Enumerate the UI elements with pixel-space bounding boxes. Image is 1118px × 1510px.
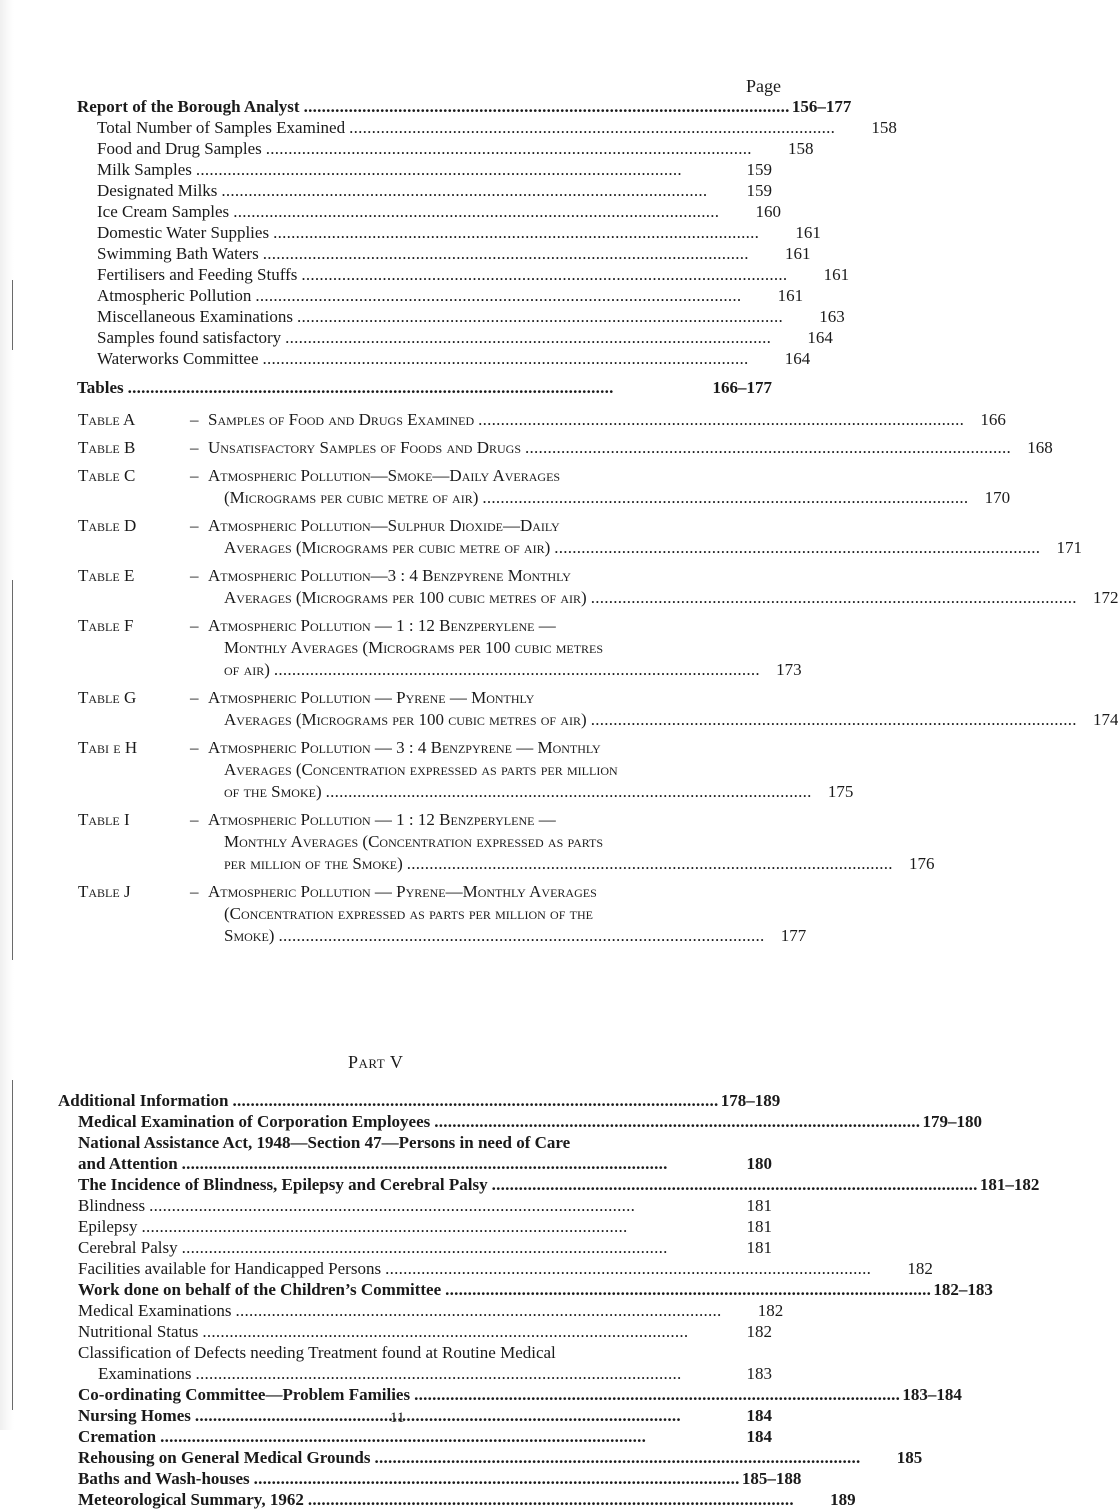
leader-dots [160, 1426, 708, 1447]
leader-dots [149, 1195, 708, 1216]
table-description-line [208, 809, 935, 831]
table-description-text: Atmospheric Pollution — 1 : 12 Benzperylene — [208, 616, 556, 635]
leader-dots [285, 327, 769, 348]
table-description-line [208, 881, 806, 903]
table-description-text: Monthly Averages (Micrograms per 100 cubic metres [224, 638, 604, 657]
toc-entry-label: Cerebral Palsy [78, 1238, 178, 1257]
toc-entry-page: 184 [746, 1406, 772, 1425]
table-label: Table E [78, 566, 135, 585]
table-description-line [208, 925, 806, 947]
table-page: 172 [1092, 588, 1118, 607]
table-label: Tabi e H [78, 738, 138, 757]
table-dash: – [190, 466, 199, 485]
toc-entry-label: Ice Cream Samples [97, 202, 230, 221]
toc-entry-label: Classification of Defects needing Treatment found at Routine Medical [78, 1343, 556, 1362]
toc-entry-label: Blindness [78, 1196, 146, 1215]
table-description-text: Samples of Food and Drugs Examined [208, 410, 475, 429]
toc-row [0, 1321, 800, 1342]
analyst-title: Report of the Borough Analyst [77, 97, 300, 116]
toc-entry-page: 179–180 [922, 1112, 983, 1131]
table-description-line [208, 831, 935, 853]
leader-dots [182, 1153, 708, 1174]
table-page: 166 [980, 410, 1006, 429]
toc-entry-page: 163 [819, 307, 845, 326]
toc-entry-page: 161 [823, 265, 850, 284]
table-dash: – [190, 566, 199, 585]
toc-entry-label: Swimming Bath Waters [97, 244, 259, 263]
table-description [208, 465, 1010, 509]
table-description-line [208, 615, 802, 637]
leader-dots [128, 377, 708, 398]
toc-entry-page: 182 [746, 1322, 772, 1341]
leader-dots [482, 487, 966, 509]
toc-row [0, 1090, 800, 1111]
leader-dots [478, 409, 962, 431]
toc-row [0, 1426, 800, 1447]
leader-dots [414, 1384, 898, 1405]
toc-entry-label: Total Number of Samples Examined [97, 118, 346, 137]
table-description-text: Atmospheric Pollution—Sulphur Dioxide—Daily [208, 516, 560, 535]
leader-dots [407, 853, 891, 875]
analyst-title-pages: 156–177 [791, 97, 852, 116]
leader-dots [297, 306, 781, 327]
tables-title: Tables [77, 378, 124, 397]
toc-row [0, 138, 814, 159]
leader-dots [263, 348, 747, 369]
table-description [208, 737, 853, 803]
toc-entry-label: Co-ordinating Committee—Problem Families [78, 1385, 411, 1404]
toc-row [0, 1237, 800, 1258]
leader-dots [326, 781, 810, 803]
toc-row [0, 1489, 856, 1510]
toc-row [0, 1384, 962, 1405]
table-page: 175 [827, 782, 854, 801]
toc-entry-page: 181 [746, 1217, 772, 1236]
table-label: Table C [78, 466, 136, 485]
toc-entry-page: 189 [830, 1490, 856, 1509]
toc-entry-label: Epilepsy [78, 1217, 138, 1236]
leader-dots [304, 96, 788, 117]
toc-entry-label: Milk Samples [97, 160, 192, 179]
leader-dots [273, 222, 757, 243]
toc-entry-label: Medical Examination of Corporation Employees [78, 1112, 431, 1131]
toc-entry-page: 182 [757, 1301, 784, 1320]
table-dash: – [190, 516, 199, 535]
toc-entry-label: Fertilisers and Feeding Stuffs [97, 265, 298, 284]
leader-dots [202, 1321, 708, 1342]
table-description-text: Unsatisfactory Samples of Foods and Drugs [208, 438, 521, 457]
table-entry [78, 687, 1118, 731]
toc-entry-page: 158 [871, 118, 897, 137]
toc-entry-label: The Incidence of Blindness, Epilepsy and Cerebral Palsy [78, 1175, 488, 1194]
table-entry [78, 737, 854, 803]
toc-entry-page: 161 [784, 244, 811, 263]
table-description [208, 881, 806, 947]
toc-row [0, 222, 821, 243]
toc-entry-label: Samples found satisfactory [97, 328, 282, 347]
toc-row [0, 1195, 800, 1216]
table-description [208, 409, 1006, 431]
leader-dots [233, 1090, 717, 1111]
toc-entry-label: Facilities available for Handicapped Persons [78, 1259, 382, 1278]
toc-entry-label: National Assistance Act, 1948—Section 47—Persons in need of Care [78, 1133, 571, 1152]
toc-row [0, 159, 800, 180]
leader-dots [554, 537, 1038, 559]
table-description-text: per million of the Smoke) [224, 854, 403, 873]
table-description-line [208, 587, 1118, 609]
toc-entry-page: 182–183 [933, 1280, 993, 1299]
table-description-text: Atmospheric Pollution—Smoke—Daily Averages [208, 466, 561, 485]
leader-dots [255, 285, 739, 306]
table-description-text: Averages (Micrograms per 100 cubic metres of air) [224, 710, 587, 729]
toc-entry-page: 161 [777, 286, 804, 305]
part-heading: Part V [348, 1052, 404, 1072]
toc-entry-page: 184 [746, 1427, 772, 1446]
toc-entry-page: 164 [784, 349, 811, 368]
toc-row [0, 264, 850, 285]
toc-entry-label: Cremation [78, 1427, 157, 1446]
toc-entry-label: Waterworks Committee [97, 349, 259, 368]
table-dash: – [190, 738, 199, 757]
toc-row [0, 348, 811, 369]
table-description-line [208, 565, 1118, 587]
toc-entry-label: and Attention [78, 1154, 178, 1173]
toc-row [0, 1342, 800, 1363]
toc-entry-label: Baths and Wash-houses [78, 1469, 250, 1488]
table-page: 176 [909, 854, 935, 873]
table-description-line [208, 737, 853, 759]
toc-entry-page: 164 [807, 328, 833, 347]
toc-entry-page: 158 [788, 139, 814, 158]
table-description-line [208, 659, 802, 681]
table-label: Table F [78, 616, 134, 635]
toc-entry-page: 182 [907, 1259, 933, 1278]
tables-heading-block [0, 377, 800, 398]
toc-row [0, 1132, 800, 1153]
leader-dots [434, 1111, 918, 1132]
table-entry [78, 565, 1118, 609]
toc-entry-label: Rehousing on General Medical Grounds [78, 1448, 371, 1467]
table-description-text: Averages (Micrograms per 100 cubic metres of air) [224, 588, 587, 607]
leader-dots [235, 1300, 719, 1321]
table-entry [78, 437, 1053, 459]
table-description-text: (Concentration expressed as parts per million of the [224, 904, 593, 923]
toc-entry-page: 180 [746, 1154, 772, 1173]
toc-row [0, 1258, 933, 1279]
table-page: 171 [1056, 538, 1083, 557]
table-entry [78, 515, 1083, 559]
leader-dots [195, 1405, 708, 1426]
analyst-items [0, 117, 897, 369]
table-description-line [208, 637, 802, 659]
toc-entry-label: Medical Examinations [78, 1301, 232, 1320]
toc-entry-page: 161 [795, 223, 821, 242]
leader-dots [525, 437, 1009, 459]
table-page: 173 [776, 660, 802, 679]
toc-entry-page: 181 [746, 1196, 772, 1215]
leader-dots [196, 159, 708, 180]
table-label: Table G [78, 688, 137, 707]
table-description-line [208, 853, 935, 875]
table-entry [78, 881, 807, 947]
toc-entry-page: 183–184 [902, 1385, 962, 1404]
leader-dots [591, 709, 1075, 731]
toc-row [0, 1216, 800, 1237]
table-description-text: Atmospheric Pollution — 1 : 12 Benzperylene — [208, 810, 556, 829]
toc-entry-label: Examinations [98, 1364, 192, 1383]
table-label: Table J [78, 882, 131, 901]
leader-dots [278, 925, 762, 947]
table-label: Table A [78, 410, 136, 429]
toc-row [0, 243, 811, 264]
leader-dots [221, 180, 708, 201]
toc-row [0, 1300, 800, 1321]
table-description [208, 437, 1053, 459]
analyst-section [0, 96, 897, 369]
leader-dots [492, 1174, 976, 1195]
toc-entry-page: 183 [746, 1364, 772, 1383]
table-description-line [208, 709, 1118, 731]
table-description [208, 615, 802, 681]
table-description-line [208, 537, 1082, 559]
toc-row [0, 1447, 923, 1468]
toc-row [0, 180, 800, 201]
table-dash: – [190, 438, 199, 457]
toc-entry-label: Domestic Water Supplies [97, 223, 270, 242]
table-dash: – [190, 410, 199, 429]
toc-entry-page: 181 [746, 1238, 772, 1257]
table-description [208, 565, 1118, 609]
table-description-line [208, 437, 1053, 459]
toc-entry-label: Miscellaneous Examinations [97, 307, 293, 326]
table-label: Table I [78, 810, 130, 829]
toc-row [0, 285, 804, 306]
table-label: Table B [78, 438, 136, 457]
toc-entry-label: Additional Information [58, 1091, 229, 1110]
toc-entry-page: 159 [746, 160, 772, 179]
table-description-line [208, 487, 1010, 509]
toc-row [0, 1111, 983, 1132]
tables-title-pages: 166–177 [712, 378, 772, 397]
table-description-text: Atmospheric Pollution — Pyrene — Monthly [208, 688, 535, 707]
toc-row [0, 201, 800, 222]
table-page: 168 [1027, 438, 1053, 457]
table-description-line [208, 687, 1118, 709]
leader-dots [445, 1279, 929, 1300]
table-description-text: of air) [224, 660, 270, 679]
toc-row [0, 306, 845, 327]
toc-entry-page: 178–189 [720, 1091, 781, 1110]
table-page: 170 [984, 488, 1011, 507]
toc-row [0, 1174, 1040, 1195]
table-description [208, 687, 1118, 731]
table-description-text: Averages (Micrograms per cubic metre of air) [224, 538, 551, 557]
table-page: 177 [780, 926, 807, 945]
leader-dots [233, 201, 717, 222]
table-description [208, 515, 1082, 559]
toc-row [0, 1468, 800, 1489]
toc-row [0, 1153, 800, 1174]
toc-entry-label: Meteorological Summary, 1962 [78, 1490, 304, 1509]
table-description-line [208, 515, 1082, 537]
leader-dots [266, 138, 750, 159]
table-entry [78, 809, 935, 875]
additional-section [0, 1090, 1040, 1510]
toc-entry-label: Work done on behalf of the Children’s Committee [78, 1280, 442, 1299]
toc-entry-page: 185–188 [741, 1469, 802, 1488]
toc-entry-label: Designated Milks [97, 181, 218, 200]
toc-entry-label: Food and Drug Samples [97, 139, 262, 158]
table-dash: – [190, 810, 199, 829]
leader-dots [308, 1489, 792, 1510]
table-dash: – [190, 616, 199, 635]
toc-row [0, 117, 897, 138]
table-description-text: Smoke) [224, 926, 275, 945]
toc-entry-page: 160 [755, 202, 781, 221]
leader-dots [375, 1447, 859, 1468]
table-description-text: (Micrograms per cubic metre of air) [224, 488, 479, 507]
table-description-line [208, 759, 853, 781]
table-dash: – [190, 882, 199, 901]
table-description-line [208, 409, 1006, 431]
table-description-text: Atmospheric Pollution — Pyrene—Monthly Averages [208, 882, 597, 901]
table-description-text: Atmospheric Pollution—3 : 4 Benzpyrene Monthly [208, 566, 571, 585]
toc-entry-page: 185 [896, 1448, 923, 1467]
table-description-text: Averages (Concentration expressed as parts per million [224, 760, 618, 779]
toc-entry-label: Nursing Homes [78, 1406, 191, 1425]
page-column-heading: Page [746, 76, 781, 96]
table-page: 174 [1092, 710, 1118, 729]
table-label: Table D [78, 516, 137, 535]
leader-dots [142, 1216, 709, 1237]
leader-dots [195, 1363, 708, 1384]
page-number: 11 [390, 1410, 405, 1426]
table-description [208, 809, 935, 875]
toc-entry-label: Nutritional Status [78, 1322, 199, 1341]
leader-dots [349, 117, 833, 138]
tables-list [78, 409, 1118, 953]
toc-entry-page: 159 [746, 181, 772, 200]
table-description-text: Atmospheric Pollution — 3 : 4 Benzpyrene — Monthly [208, 738, 601, 757]
table-dash: – [190, 688, 199, 707]
leader-dots [182, 1237, 708, 1258]
leader-dots [591, 587, 1075, 609]
table-description-line [208, 465, 1010, 487]
leader-dots [263, 243, 747, 264]
toc-row [0, 327, 833, 348]
tables-title-row [0, 377, 800, 398]
leader-dots [254, 1468, 738, 1489]
toc-entry-page: 181–182 [979, 1175, 1040, 1194]
leader-dots [301, 264, 785, 285]
table-entry [78, 615, 802, 681]
table-description-line [208, 903, 806, 925]
leader-dots [385, 1258, 869, 1279]
table-description-text: of the Smoke) [224, 782, 322, 801]
table-entry [78, 409, 1006, 431]
table-description-text: Monthly Averages (Concentration expressed as parts [224, 832, 604, 851]
edge-mark [12, 580, 13, 960]
analyst-title-row [0, 96, 852, 117]
table-entry [78, 465, 1011, 509]
toc-row [0, 1279, 993, 1300]
leader-dots [274, 659, 758, 681]
toc-row [0, 1363, 800, 1384]
toc-entry-label: Atmospheric Pollution [97, 286, 252, 305]
table-description-line [208, 781, 853, 803]
